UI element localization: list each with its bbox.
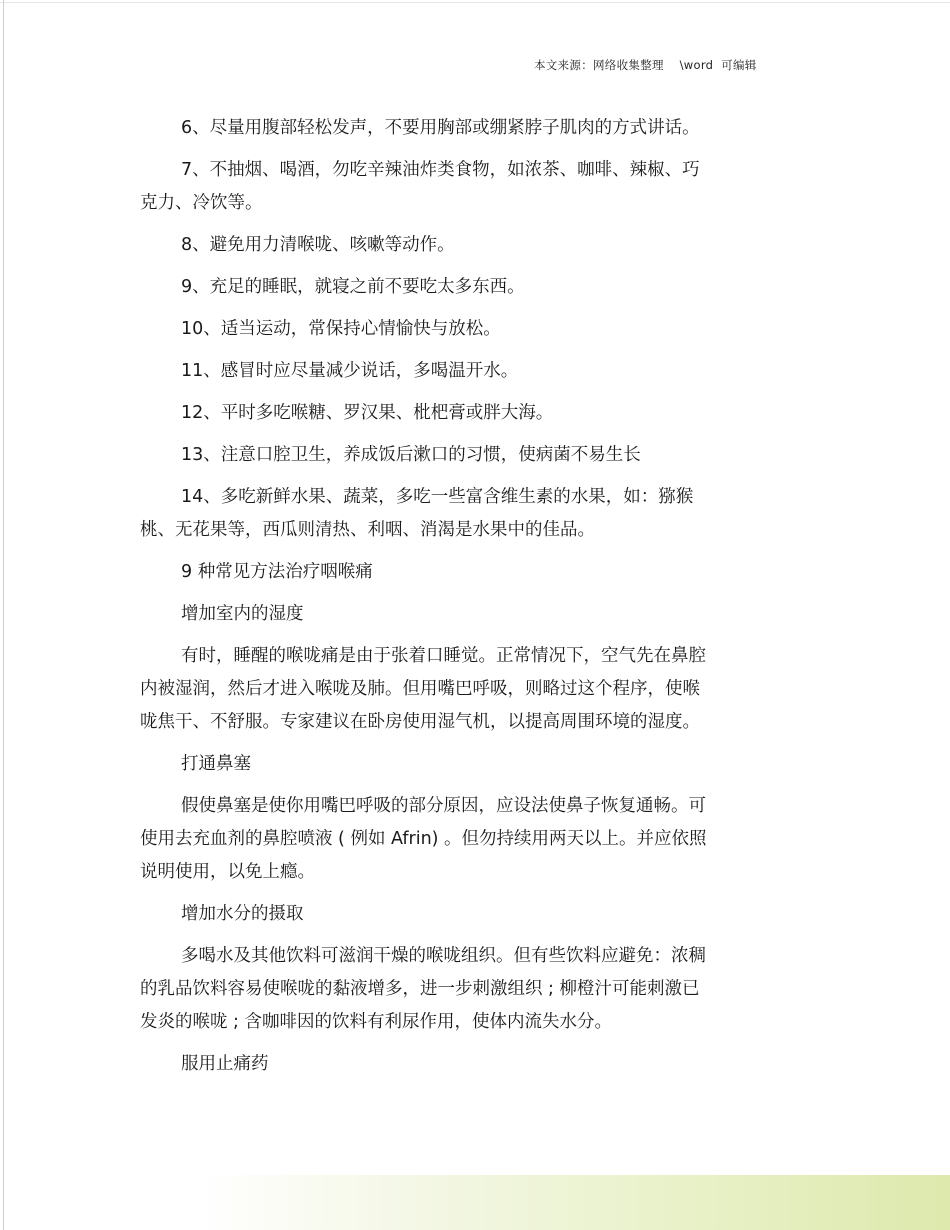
paragraph-line: 7、不抽烟、喝酒，勿吃辛辣油炸类食物，如浓茶、咖啡、辣椒、巧 (181, 160, 700, 180)
paragraph-line: 服用止痛药 (181, 1054, 269, 1074)
paragraph (140, 112, 790, 145)
paragraph (140, 940, 790, 1039)
paragraph (140, 898, 790, 931)
paragraph (140, 355, 790, 388)
paragraph (140, 748, 790, 781)
paragraph-line: 9、充足的睡眠，就寝之前不要吃太多东西。 (181, 277, 525, 297)
paragraph-line: 10、适当运动，常保持心情愉快与放松。 (181, 319, 501, 339)
paragraph-line: 克力、冷饮等。 (140, 193, 263, 213)
paragraph-line: 打通鼻塞 (181, 754, 251, 774)
paragraph-line: 咙焦干、不舒服。专家建议在卧房使用湿气机，以提高周围环境的湿度。 (140, 712, 700, 732)
page-top-edge (0, 2, 950, 3)
paragraph-line: 多喝水及其他饮料可滋润干燥的喉咙组织。但有些饮料应避免：浓稠 (181, 946, 706, 966)
paragraph-line: 13、注意口腔卫生，养成饭后漱口的习惯，使病菌不易生长 (181, 445, 641, 465)
paragraph (140, 1048, 790, 1081)
paragraph-line: 增加室内的湿度 (181, 604, 304, 624)
paragraph (140, 481, 790, 547)
paragraph-line: 假使鼻塞是使你用嘴巴呼吸的部分原因，应设法使鼻子恢复通畅。可 (181, 796, 706, 816)
paragraph-line: 14、多吃新鲜水果、蔬菜，多吃一些富含维生素的水果，如：猕猴 (181, 487, 694, 507)
paragraph-line: 内被湿润，然后才进入喉咙及肺。但用嘴巴呼吸，则略过这个程序，使喉 (140, 679, 700, 699)
header-source-note: 本文来源：网络收集整理 \word 可编辑 (534, 58, 757, 72)
document-body (140, 112, 790, 1090)
paragraph-line: 说明使用，以免上瘾。 (140, 862, 315, 882)
paragraph (140, 439, 790, 472)
paragraph (140, 640, 790, 739)
page-left-edge (3, 0, 4, 1230)
paragraph-line: 有时，睡醒的喉咙痛是由于张着口睡觉。正常情况下，空气先在鼻腔 (181, 646, 706, 666)
paragraph-line: 增加水分的摄取 (181, 904, 304, 924)
paragraph (140, 229, 790, 262)
paragraph (140, 313, 790, 346)
paragraph (140, 598, 790, 631)
paragraph (140, 790, 790, 889)
paragraph (140, 154, 790, 220)
paragraph-line: 桃、无花果等，西瓜则清热、利咽、消渴是水果中的佳品。 (140, 520, 595, 540)
paragraph-line: 使用去充血剂的鼻腔喷液 ( 例如 Afrin) 。但勿持续用两天以上。并应依照 (140, 829, 707, 849)
paragraph (140, 397, 790, 430)
paragraph-line: 12、平时多吃喉糖、罗汉果、枇杷膏或胖大海。 (181, 403, 554, 423)
paragraph-line: 11、感冒时应尽量减少说话，多喝温开水。 (181, 361, 519, 381)
paragraph-line: 9 种常见方法治疗咽喉痛 (181, 562, 373, 582)
paragraph-line: 6、尽量用腹部轻松发声，不要用胸部或绷紧脖子肌肉的方式讲话。 (181, 118, 700, 138)
paragraph-line: 发炎的喉咙 ; 含咖啡因的饮料有利尿作用，使体内流失水分。 (140, 1012, 613, 1032)
footer-decoration (200, 1175, 950, 1230)
paragraph-line: 8、避免用力清喉咙、咳嗽等动作。 (181, 235, 455, 255)
paragraph (140, 271, 790, 304)
paragraph-line: 的乳品饮料容易使喉咙的黏液增多，进一步刺激组织 ; 柳橙汁可能刺激已 (140, 979, 700, 999)
paragraph (140, 556, 790, 589)
